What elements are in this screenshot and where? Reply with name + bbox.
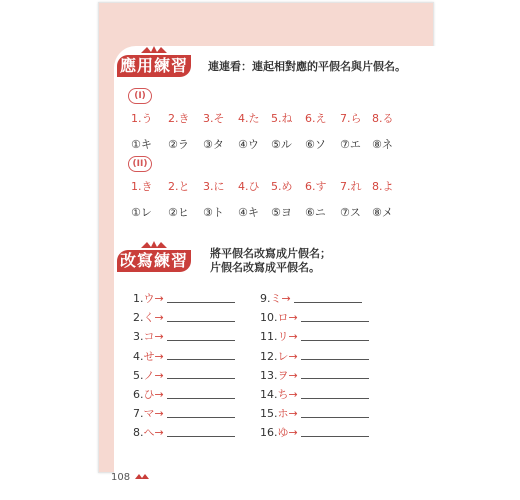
hiragana-item[interactable]: 1.う bbox=[131, 112, 153, 125]
katakana-item[interactable]: ④キ bbox=[238, 206, 259, 219]
hiragana-item[interactable]: 1.き bbox=[131, 180, 153, 193]
kana-char: ホ bbox=[277, 407, 289, 421]
answer-blank[interactable] bbox=[301, 372, 369, 379]
katakana-item[interactable]: ⑦エ bbox=[340, 138, 361, 151]
hiragana-item[interactable]: 2.と bbox=[168, 180, 190, 193]
answer-blank[interactable] bbox=[167, 296, 235, 303]
answer-blank[interactable] bbox=[167, 430, 235, 437]
arrow-icon: → bbox=[288, 368, 298, 382]
ribbon-decoration-icon bbox=[139, 239, 169, 249]
hiragana-item[interactable]: 8.よ bbox=[372, 180, 394, 193]
arrow-icon: → bbox=[154, 292, 164, 305]
rewrite-item bbox=[260, 290, 362, 306]
katakana-item[interactable]: ③タ bbox=[203, 138, 224, 151]
katakana-item[interactable]: ⑤ヨ bbox=[271, 206, 292, 219]
answer-blank[interactable] bbox=[167, 353, 235, 360]
rewrite-item bbox=[133, 348, 235, 364]
instruction-line-2: 片假名改寫成平假名。 bbox=[210, 261, 320, 274]
kana-char: ヲ bbox=[277, 368, 289, 382]
group-label: (I) bbox=[128, 88, 152, 104]
hiragana-item[interactable]: 7.れ bbox=[340, 180, 362, 193]
kana-char: ノ bbox=[143, 368, 155, 382]
hiragana-item[interactable]: 3.に bbox=[203, 180, 225, 193]
arrow-icon: → bbox=[288, 311, 298, 325]
kana-char: リ bbox=[277, 330, 289, 344]
katakana-item[interactable]: ⑥ソ bbox=[305, 138, 326, 151]
rewrite-item bbox=[260, 386, 369, 402]
answer-blank[interactable] bbox=[301, 392, 369, 399]
kana-char: く bbox=[143, 311, 155, 325]
answer-blank[interactable] bbox=[167, 315, 235, 322]
rewrite-item bbox=[260, 328, 369, 344]
instruction-line-1: 將平假名改寫成片假名； bbox=[210, 247, 331, 260]
answer-blank[interactable] bbox=[167, 392, 235, 399]
katakana-item[interactable]: ⑦ス bbox=[340, 206, 361, 219]
hiragana-item[interactable]: 8.る bbox=[372, 112, 394, 125]
item-number: 3. bbox=[133, 330, 144, 344]
answer-blank[interactable] bbox=[167, 411, 235, 418]
hiragana-item[interactable]: 7.ら bbox=[340, 112, 362, 125]
kana-char: ロ bbox=[277, 311, 289, 325]
instruction-text: 連連看：連起相對應的平假名與片假名。 bbox=[208, 60, 406, 73]
arrow-icon: → bbox=[288, 349, 298, 363]
katakana-item[interactable]: ②ヒ bbox=[168, 206, 189, 219]
kana-char: ひ bbox=[143, 388, 155, 401]
rewrite-item bbox=[133, 309, 235, 325]
katakana-item[interactable]: ①レ bbox=[131, 206, 152, 219]
kana-char: マ bbox=[143, 407, 155, 421]
katakana-item[interactable]: ⑥ニ bbox=[305, 206, 326, 219]
kana-char: ち bbox=[277, 388, 289, 401]
kana-char: レ bbox=[277, 349, 289, 363]
item-number: 12. bbox=[260, 349, 278, 363]
rewrite-item bbox=[260, 309, 369, 325]
katakana-item[interactable]: ②ラ bbox=[168, 138, 189, 151]
answer-blank[interactable] bbox=[167, 334, 235, 341]
katakana-item[interactable]: ④ウ bbox=[238, 138, 259, 151]
arrow-icon: → bbox=[288, 388, 298, 401]
section-title-rewrite bbox=[117, 250, 191, 272]
kana-char: ミ bbox=[270, 292, 282, 305]
katakana-item[interactable]: ③ト bbox=[203, 206, 224, 219]
page-corner-icon bbox=[134, 472, 150, 480]
kana-char: コ bbox=[143, 330, 155, 344]
item-number: 9. bbox=[260, 292, 271, 305]
hiragana-item[interactable]: 5.ね bbox=[271, 112, 293, 125]
item-number: 10. bbox=[260, 311, 278, 325]
item-number: 15. bbox=[260, 407, 278, 421]
arrow-icon: → bbox=[154, 388, 164, 401]
group-label: (II) bbox=[128, 156, 152, 172]
answer-blank[interactable] bbox=[301, 430, 369, 437]
item-number: 8. bbox=[133, 426, 144, 440]
item-number: 6. bbox=[133, 388, 144, 401]
hiragana-item[interactable]: 4.た bbox=[238, 112, 260, 125]
item-number: 11. bbox=[260, 330, 278, 344]
item-number: 14. bbox=[260, 388, 278, 401]
arrow-icon: → bbox=[281, 292, 291, 305]
hiragana-item[interactable]: 6.す bbox=[305, 180, 327, 193]
rewrite-item bbox=[133, 386, 235, 402]
section-title-text: 應用練習 bbox=[119, 56, 188, 75]
arrow-icon: → bbox=[154, 311, 164, 325]
answer-blank[interactable] bbox=[294, 296, 362, 303]
rewrite-item bbox=[133, 290, 235, 306]
section-title-text: 改寫練習 bbox=[119, 251, 188, 270]
kana-char: へ bbox=[143, 426, 155, 440]
katakana-item[interactable]: ⑤ル bbox=[271, 138, 292, 151]
hiragana-item[interactable]: 5.め bbox=[271, 180, 293, 193]
item-number: 4. bbox=[133, 349, 144, 363]
answer-blank[interactable] bbox=[301, 315, 369, 322]
rewrite-item bbox=[260, 367, 369, 383]
item-number: 16. bbox=[260, 426, 278, 440]
arrow-icon: → bbox=[154, 330, 164, 344]
item-number: 5. bbox=[133, 368, 144, 382]
rewrite-item bbox=[260, 424, 369, 440]
item-number: 7. bbox=[133, 407, 144, 421]
kana-char: せ bbox=[143, 349, 155, 363]
rewrite-item bbox=[260, 405, 369, 421]
arrow-icon: → bbox=[154, 407, 164, 421]
answer-blank[interactable] bbox=[301, 334, 369, 341]
page-number: 108 bbox=[111, 472, 131, 483]
answer-blank[interactable] bbox=[167, 372, 235, 379]
arrow-icon: → bbox=[288, 426, 298, 440]
hiragana-item[interactable]: 3.そ bbox=[203, 112, 225, 125]
answer-blank[interactable] bbox=[301, 353, 369, 360]
arrow-icon: → bbox=[288, 330, 298, 344]
section-title-application bbox=[117, 55, 191, 77]
kana-char: ゆ bbox=[277, 426, 289, 440]
hiragana-item[interactable]: 6.え bbox=[305, 112, 327, 125]
answer-blank[interactable] bbox=[301, 411, 369, 418]
katakana-item[interactable]: ⑧メ bbox=[372, 206, 393, 219]
rewrite-item bbox=[133, 328, 235, 344]
katakana-item[interactable]: ①キ bbox=[131, 138, 152, 151]
rewrite-item bbox=[260, 348, 369, 364]
arrow-icon: → bbox=[154, 349, 164, 363]
arrow-icon: → bbox=[288, 407, 298, 421]
item-number: 1. bbox=[133, 292, 144, 305]
katakana-item[interactable]: ⑧ネ bbox=[372, 138, 393, 151]
item-number: 2. bbox=[133, 311, 144, 325]
kana-char: ウ bbox=[143, 292, 155, 305]
hiragana-item[interactable]: 2.き bbox=[168, 112, 190, 125]
item-number: 13. bbox=[260, 368, 278, 382]
arrow-icon: → bbox=[154, 426, 164, 440]
hiragana-item[interactable]: 4.ひ bbox=[238, 180, 260, 193]
rewrite-item bbox=[133, 405, 235, 421]
arrow-icon: → bbox=[154, 368, 164, 382]
rewrite-item bbox=[133, 367, 235, 383]
ribbon-decoration-icon bbox=[139, 44, 169, 54]
rewrite-item bbox=[133, 424, 235, 440]
